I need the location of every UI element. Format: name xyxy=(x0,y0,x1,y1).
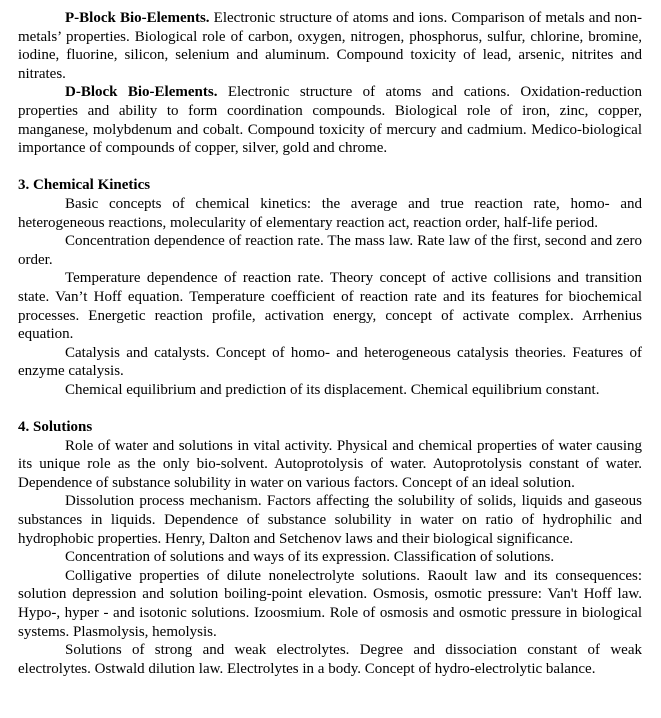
solutions-paragraph: Dissolution process mechanism. Factors affecting the solubility of solids, liquids and gaseous substances in liquids. Dependence of substance solubility in water on ratio of hydrophilic and hydrophobic properties. Henry, Dalton and Setchenov laws and their biological significance. xyxy=(18,493,642,547)
section-heading-solutions: 4. Solutions xyxy=(18,419,93,436)
kinetics-paragraph: Concentration dependence of reaction rate. The mass law. Rate law of the first, second and zero order. xyxy=(18,233,642,268)
p-block-text: Electronic structure of atoms and ions. Comparison of metals and non-metals’ properties. Biological role of carbon, oxygen, nitrogen, phosphorus, sulfur, chlorine, bromine, iodine, fluorine, silicon, selenium and aluminum. Compound toxicity of lead, arsenic, nitrites and nitrates. xyxy=(18,10,643,82)
solutions-paragraph: Colligative properties of dilute nonelectrolyte solutions. Raoult law and its consequences: solution depression and solution boiling-point elevation. Osmosis, osmotic pressure: Van't Hoff law. Hypo-, hyper - and isotonic solutions. Izoosmium. Role of osmosis and osmotic pressure in biological systems. Plasmolysis, hemolysis. xyxy=(18,567,642,640)
kinetics-paragraph: Catalysis and catalysts. Concept of homo- and heterogeneous catalysis theories. Features of enzyme catalysis. xyxy=(18,344,642,380)
kinetics-paragraph: Temperature dependence of reaction rate. Theory concept of active collisions and transition state. Van’t Hoff equation. Temperature coefficient of reaction rate and its features for biochemical processes. Energetic reaction profile, activation energy, concept of activate complex. Arrhenius equation. xyxy=(18,270,642,343)
p-block-paragraph xyxy=(18,9,642,83)
kinetics-paragraph: Basic concepts of chemical kinetics: the average and true reaction rate, homo- and heterogeneous reactions, molecularity of elementary reaction act, reaction order, half-life period. xyxy=(18,195,642,231)
document-page xyxy=(18,9,642,678)
solutions-paragraph: Solutions of strong and weak electrolytes. Degree and dissociation constant of weak electrolytes. Ostwald dilution law. Electrolytes in a body. Concept of hydro-electrolytic balance. xyxy=(18,642,642,677)
d-block-text: Electronic structure of atoms and cations. Oxidation-reduction properties and ability to form coordination compounds. Biological role of iron, zinc, copper, manganese, molybdenum and cobalt. Compound toxicity of mercury and cadmium. Medico-biological importance of compounds of copper, silver, gold and chrome. xyxy=(18,84,643,157)
section-spacer xyxy=(18,399,642,418)
d-block-paragraph xyxy=(18,83,642,157)
section-spacer xyxy=(18,158,642,177)
d-block-title: D-Block Bio-Elements. xyxy=(65,84,218,101)
section-heading-kinetics: 3. Chemical Kinetics xyxy=(18,177,151,194)
p-block-title: P-Block Bio-Elements. xyxy=(65,10,210,26)
solutions-paragraph: Role of water and solutions in vital activity. Physical and chemical properties of water causing its unique role as the only bio-solvent. Autoprotolysis of water. Autoprotolysis constant of water. Dependence of substance solubility in water on various factors. Concept of an ideal solution. xyxy=(18,437,642,491)
solutions-paragraph: Concentration of solutions and ways of its expression. Classification of solutions. xyxy=(65,549,555,566)
kinetics-paragraph: Chemical equilibrium and prediction of its displacement. Chemical equilibrium constant. xyxy=(65,381,600,398)
